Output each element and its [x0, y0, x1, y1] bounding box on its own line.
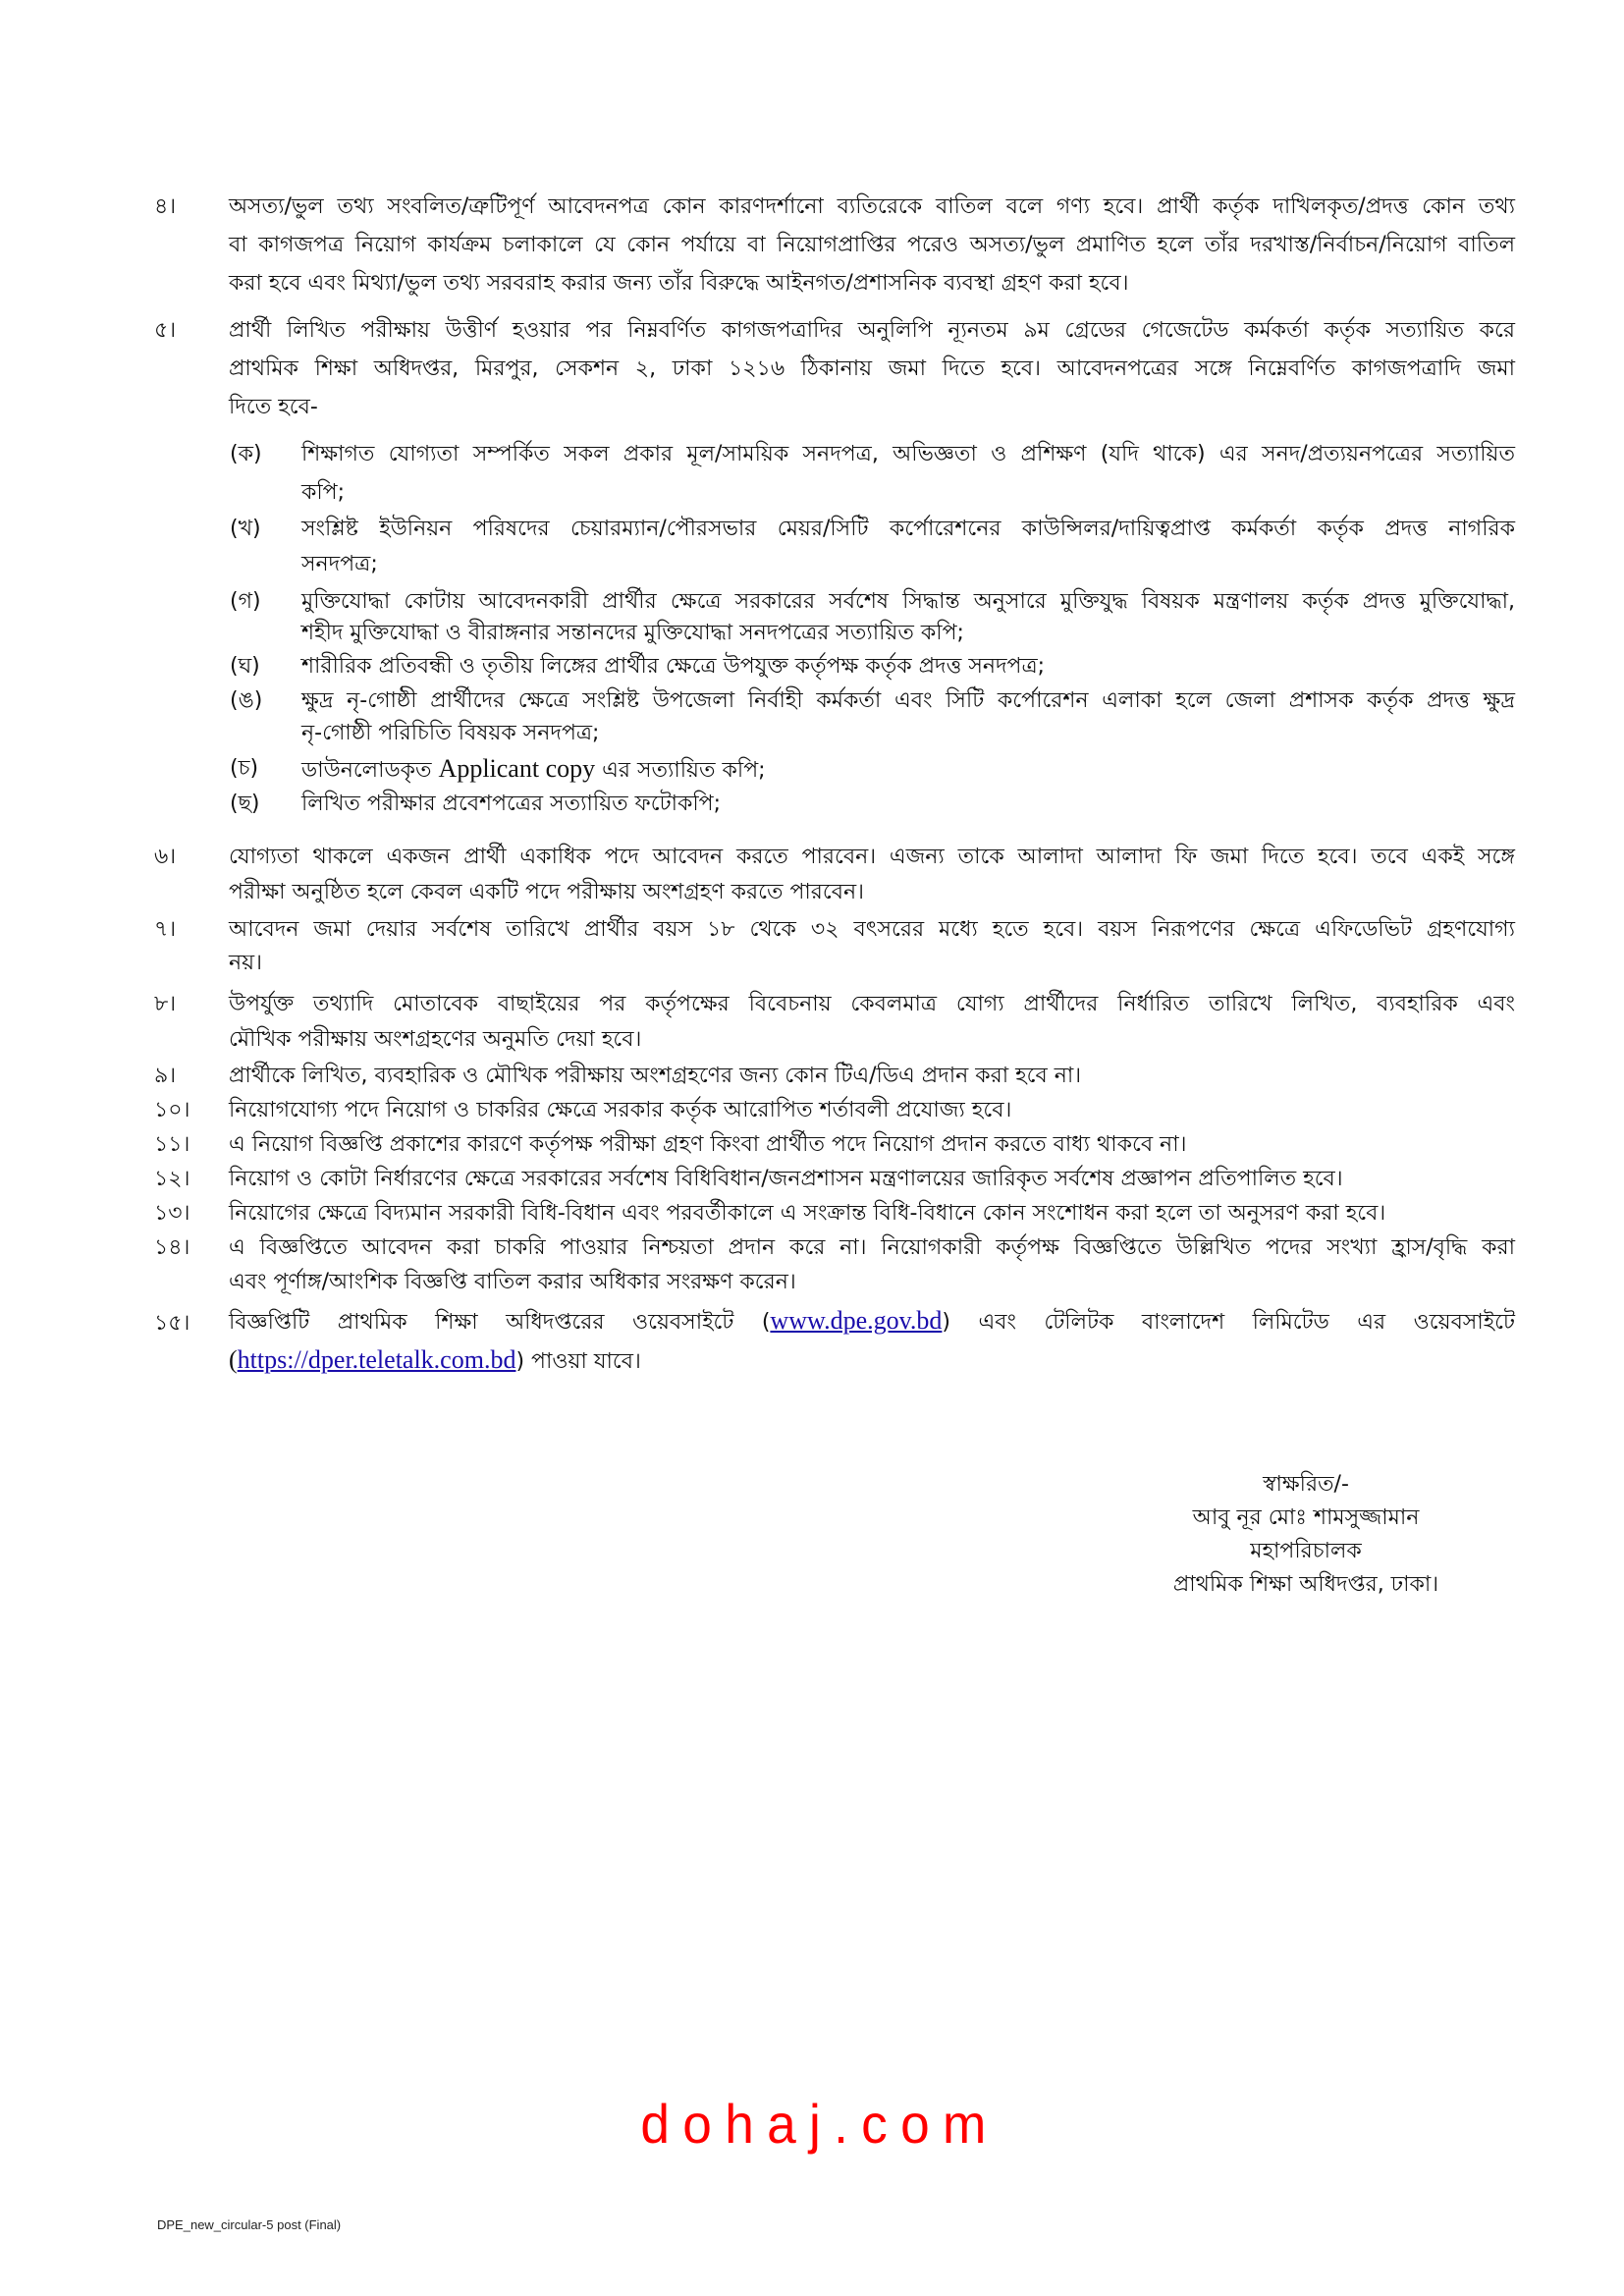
item-number: ৪।: [154, 194, 177, 219]
item-number: ১১।: [154, 1132, 190, 1157]
item-number: ৬।: [154, 845, 177, 869]
item-text-line: করা হবে এবং মিথ্যা/ভুল তথ্য সরবরাহ করার জন্য তাঁর বিরুদ্ধে আইনগত/প্রশাসনিক ব্যবস্থা গ্রহণ করা হবে।: [229, 271, 1129, 296]
item-text-line: [229, 1345, 641, 1377]
signatory-office: প্রাথমিক শিক্ষা অধিদপ্তর, ঢাকা।: [1172, 1572, 1439, 1597]
item-text-line: এ নিয়োগ বিজ্ঞপ্তি প্রকাশের কারণে কর্তৃপক্ষ পরীক্ষা গ্রহণ কিংবা প্রার্থীত পদে নিয়োগ প্রদান করতে বাধ্য থাকবে না।: [229, 1132, 1187, 1157]
sub-item-text: নৃ-গোষ্ঠী পরিচিতি বিষয়ক সনদপত্র;: [301, 721, 600, 745]
item-number: ৮।: [154, 992, 177, 1016]
item-text-line: প্রার্থীকে লিখিত, ব্যবহারিক ও মৌখিক পরীক্ষায় অংশগ্রহণের জন্য কোন টিএ/ডিএ প্রদান করা হবে না।: [229, 1064, 1082, 1088]
item-number: ৯।: [154, 1064, 177, 1088]
item-text-line: আবেদন জমা দেয়ার সর্বশেষ তারিখে প্রার্থীর বয়স ১৮ থেকে ৩২ বৎসরের মধ্যে হতে হবে। বয়স নিরূপণের ক্ষেত্রে এফিডেভিট গ্রহণযোগ্য: [229, 917, 1515, 942]
sub-item-label: (ছ): [230, 792, 260, 816]
signatory-name: আবু নূর মোঃ শামসুজ্জামান: [1192, 1505, 1420, 1530]
dpe-website-link[interactable]: www.dpe.gov.bd: [770, 1306, 943, 1335]
sub-item-text-post: এর সত্যায়িত কপি;: [595, 758, 766, 783]
item-text-line: প্রার্থী লিখিত পরীক্ষায় উত্তীর্ণ হওয়ার পর নিম্নবর্ণিত কাগজপত্রাদির অনুলিপি ন্যূনতম ৯ম গ্রেডের গেজেটেড কর্মকর্তা কর্তৃক সত্যায়িত করে: [229, 318, 1515, 343]
footer-filename: DPE_new_circular-5 post (Final): [157, 2217, 342, 2232]
sub-item-label: (ঘ): [230, 654, 260, 679]
item-number: ৫।: [154, 318, 177, 343]
item-number: ১২।: [154, 1167, 190, 1191]
sub-item-text: সনদপত্র;: [301, 552, 378, 576]
sub-item-label: (চ): [230, 756, 259, 781]
item-text-line: নিয়োগযোগ্য পদে নিয়োগ ও চাকরির ক্ষেত্রে সরকার কর্তৃক আরোপিত শর্তাবলী প্রযোজ্য হবে।: [229, 1098, 1012, 1122]
item-text-line: বা কাগজপত্র নিয়োগ কার্যক্রম চলাকালে যে কোন পর্যায়ে বা নিয়োগপ্রাপ্তির পরেও অসত্য/ভুল প্রমাণিত হলে তাঁর দরখাস্ত/নির্বাচন/নিয়োগ বাতিল: [229, 233, 1515, 257]
item-text-pre: বিজ্ঞপ্তিটি প্রাথমিক শিক্ষা অধিদপ্তরের ওয়েবসাইটে (: [229, 1310, 771, 1335]
item-text-line: নয়।: [229, 951, 262, 975]
item-text-line: [229, 1306, 1515, 1338]
item-text-line: নিয়োগ ও কোটা নির্ধারণের ক্ষেত্রে সরকারের সর্বশেষ বিধিবিধান/জনপ্রশাসন মন্ত্রণালয়ের জারিকৃত সর্বশেষ প্রজ্ঞাপন প্রতিপালিত হবে।: [229, 1167, 1343, 1191]
item-text-line: এ বিজ্ঞপ্তিতে আবেদন করা চাকরি পাওয়ার নিশ্চয়তা প্রদান করে না। নিয়োগকারী কর্তৃপক্ষ বিজ্ঞপ্তিতে উল্লিখিত পদের সংখ্যা হ্রাস/বৃদ্ধি করা: [229, 1235, 1515, 1260]
item-text-line: মৌখিক পরীক্ষায় অংশগ্রহণের অনুমতি দেয়া হবে।: [229, 1027, 642, 1052]
item-text-line: দিতে হবে-: [229, 395, 318, 419]
sub-item-text: সংশ্লিষ্ট ইউনিয়ন পরিষদের চেয়ারম্যান/পৌরসভার মেয়র/সিটি কর্পোরেশনের কাউন্সিলর/দায়িত্বপ্রাপ্ত কর্মকর্তা কর্তৃক প্রদত্ত নাগরিক: [301, 517, 1515, 541]
sub-item-label: (ঙ): [230, 688, 263, 713]
item-text-line: পরীক্ষা অনুষ্ঠিত হলে কেবল একটি পদে পরীক্ষায় অংশগ্রহণ করতে পারবেন।: [229, 880, 864, 904]
teletalk-website-link[interactable]: https://dper.teletalk.com.bd: [237, 1345, 516, 1374]
watermark-text: dohaj.com: [640, 2093, 1000, 2155]
item-text-line: এবং পূর্ণাঙ্গ/আংশিক বিজ্ঞপ্তি বাতিল করার অধিকার সংরক্ষণ করেন।: [229, 1270, 796, 1294]
paren-open: (: [229, 1345, 238, 1374]
item-text-post: ) পাওয়া যাবে।: [515, 1349, 641, 1374]
item-text-line: অসত্য/ভুল তথ্য সংবলিত/ত্রুটিপূর্ণ আবেদনপত্র কোন কারণদর্শানো ব্যতিরেকে বাতিল বলে গণ্য হবে। প্রার্থী কর্তৃক দাখিলকৃত/প্রদত্ত কোন তথ্য: [229, 194, 1515, 219]
item-text-line: নিয়োগের ক্ষেত্রে বিদ্যমান সরকারী বিধি-বিধান এবং পরবর্তীকালে এ সংক্রান্ত বিধি-বিধানে কোন সংশোধন করা হলে তা অনুসরণ করা হবে।: [229, 1201, 1386, 1226]
item-number: ১৩।: [154, 1201, 190, 1226]
item-number: ৭।: [154, 917, 177, 942]
item-text-line: যোগ্যতা থাকলে একজন প্রার্থী একাধিক পদে আবেদন করতে পারবেন। এজন্য তাকে আলাদা আলাদা ফি জমা দিতে হবে। তবে একই সঙ্গে: [229, 845, 1515, 869]
sub-item-text: শিক্ষাগত যোগ্যতা সম্পর্কিত সকল প্রকার মূল/সাময়িক সনদপত্র, অভিজ্ঞতা ও প্রশিক্ষণ (যদি থাকে) এর সনদ/প্রত্যয়নপত্রের সত্যায়িত: [301, 442, 1515, 466]
sub-item-text-pre: ডাউনলোডকৃত: [301, 758, 439, 783]
sub-item-text: মুক্তিযোদ্ধা কোটায় আবেদনকারী প্রার্থীর ক্ষেত্রে সরকারের সর্বশেষ সিদ্ধান্ত অনুসারে মুক্তিযুদ্ধ বিষয়ক মন্ত্রণালয় কর্তৃক প্রদত্ত মুক্তিযোদ্ধা,: [301, 589, 1515, 614]
sub-item-text: কপি;: [301, 480, 346, 505]
item-text-post: ) এবং টেলিটক বাংলাদেশ লিমিটেড এর ওয়েবসাইটে: [942, 1310, 1515, 1335]
sub-item-text: ক্ষুদ্র নৃ-গোষ্ঠী প্রার্থীদের ক্ষেত্রে সংশ্লিষ্ট উপজেলা নির্বাহী কর্মকর্তা এবং সিটি কর্পোরেশন এলাকা হলে জেলা প্রশাসক কর্তৃক প্রদত্ত ক্ষুদ্র: [301, 688, 1515, 713]
item-number: ১০।: [154, 1098, 190, 1122]
sub-item-text: শারীরিক প্রতিবন্ধী ও তৃতীয় লিঙ্গের প্রার্থীর ক্ষেত্রে উপযুক্ত কর্তৃপক্ষ কর্তৃক প্রদত্ত সনদপত্র;: [301, 654, 1046, 679]
item-number: ১৪।: [154, 1235, 190, 1260]
signatory-designation: মহাপরিচালক: [1250, 1539, 1362, 1563]
sub-item-text: লিখিত পরীক্ষার প্রবেশপত্রের সত্যায়িত ফটোকপি;: [301, 792, 721, 816]
item-text-line: প্রাথমিক শিক্ষা অধিদপ্তর, মিরপুর, সেকশন ২, ঢাকা ১২১৬ ঠিকানায় জমা দিতে হবে। আবেদনপত্রের সঙ্গে নিম্নেবর্ণিত কাগজপত্রাদি জমা: [229, 356, 1515, 381]
item-text-line: উপর্যুক্ত তথ্যাদি মোতাবেক বাছাইয়ের পর কর্তৃপক্ষের বিবেচনায় কেবলমাত্র যোগ্য প্রার্থীদের নির্ধারিত তারিখে লিখিত, ব্যবহারিক এবং: [229, 992, 1515, 1016]
sub-item-label: (ক): [230, 442, 262, 466]
sub-item-label: (খ): [230, 517, 261, 541]
sub-item-text: শহীদ মুক্তিযোদ্ধা ও বীরাঙ্গনার সন্তানদের মুক্তিযোদ্ধা সনদপত্রের সত্যায়িত কপি;: [301, 621, 964, 645]
sub-item-text: [301, 754, 766, 786]
applicant-copy-text: Applicant copy: [438, 754, 596, 783]
sub-item-label: (গ): [230, 589, 261, 614]
item-number: ১৫।: [154, 1311, 190, 1336]
signed-text: স্বাক্ষরিত/-: [1263, 1472, 1349, 1497]
